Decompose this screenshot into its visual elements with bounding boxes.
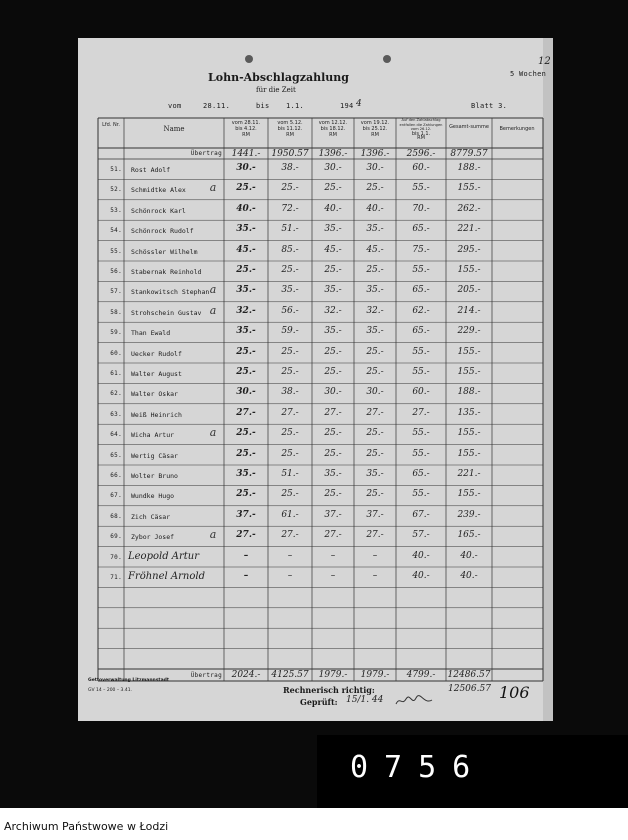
row-value: 25.- — [366, 346, 384, 357]
row-name: Zybor Josef — [131, 533, 175, 542]
row-value: 25.- — [281, 265, 299, 275]
col-sum-header: Gesamt-summe — [449, 124, 489, 130]
bis-label: bis — [256, 102, 270, 110]
carry-value-bottom: 12486.57 — [447, 670, 491, 680]
sheet-title: Lohn-Abschlagzahlung — [208, 71, 349, 84]
row-value: 70.- — [412, 203, 430, 214]
col-p2-header — [268, 120, 312, 138]
row-value: 40.- — [236, 203, 256, 214]
row-value: 165.- — [457, 530, 481, 541]
row-value: 25.- — [324, 367, 342, 377]
row-value: 25.- — [324, 265, 342, 275]
row-value: 155.- — [457, 489, 481, 500]
row-value: 188.- — [457, 163, 481, 173]
row-value: 27.- — [236, 407, 256, 418]
row-value: 25.- — [324, 183, 342, 194]
row-number: 64. — [110, 431, 122, 439]
col-p4-unit: RM — [371, 132, 379, 138]
row-value: 35.- — [236, 224, 256, 235]
carry-value-top: 1396.- — [360, 149, 390, 159]
year-value: 194 — [340, 102, 354, 110]
row-value: 25.- — [281, 448, 299, 459]
row-value: 27.- — [366, 407, 384, 418]
row-value: 35.- — [236, 326, 256, 337]
row-number: 52. — [110, 186, 122, 194]
archive-label: Archiwum Państwowe w Łodzi — [4, 820, 169, 833]
row-value: – — [372, 571, 378, 581]
row-value: 229.- — [457, 326, 481, 337]
row-value: – — [287, 571, 293, 581]
folio-number: 106 — [499, 683, 530, 702]
row-value: 55.- — [412, 367, 430, 377]
sheet-subtitle: für die Zeit — [256, 86, 296, 94]
row-value: 27.- — [236, 530, 256, 541]
row-value: 155.- — [457, 367, 481, 377]
col-p2-from: vom 5.12. — [277, 120, 303, 126]
row-value: 55.- — [412, 265, 430, 275]
row-value: 40.- — [460, 550, 478, 561]
carry-value-bottom: 4799.- — [406, 670, 436, 680]
col-p2-unit: RM — [286, 132, 294, 138]
row-value: 25.- — [236, 448, 256, 459]
row-value: 45.- — [366, 244, 384, 255]
row-value: 30.- — [236, 163, 256, 173]
row-value: 32.- — [366, 305, 384, 316]
year-hand-digit: 4 — [356, 99, 362, 109]
row-number: 54. — [110, 227, 122, 235]
row-value: 65.- — [412, 469, 430, 479]
col-p5-from: Auf den Zahlabschlag entfallen die Zahlungen vom 26.12. — [399, 118, 443, 132]
row-name: Uecker Rudolf — [131, 349, 182, 358]
row-value: 60.- — [412, 163, 430, 173]
row-number: 69. — [110, 533, 122, 541]
row-value: 25.- — [236, 265, 256, 275]
row-value: 25.- — [366, 265, 384, 275]
row-name: Strohschein Gustav — [131, 308, 202, 317]
row-value: 25.- — [281, 346, 299, 357]
row-name: Wundke Hugo — [131, 492, 175, 501]
row-value: 155.- — [457, 265, 481, 275]
carry-value-bottom: 2024.- — [231, 670, 261, 680]
row-value: 40.- — [412, 550, 430, 561]
row-value: 35.- — [366, 285, 384, 296]
row-value: 40.- — [460, 571, 478, 581]
row-value: 155.- — [457, 346, 481, 357]
col-p1-unit: RM — [242, 132, 250, 138]
row-value: 37.- — [236, 509, 256, 520]
row-mark: a — [209, 181, 217, 195]
carry-value-top: 1441.- — [231, 149, 261, 159]
row-value: 30.- — [366, 387, 384, 398]
row-number: 65. — [110, 451, 122, 459]
row-value: 25.- — [281, 367, 299, 377]
row-value: 239.- — [457, 509, 481, 520]
row-value: 25.- — [324, 428, 342, 439]
vom-value: 28.11. — [203, 102, 231, 110]
row-name: Wicha Artur — [131, 431, 175, 440]
row-number: 70. — [110, 553, 122, 561]
row-value: 56.- — [281, 305, 299, 316]
row-mark: a — [209, 303, 217, 317]
row-value: – — [287, 550, 293, 561]
row-value: 40.- — [366, 203, 384, 214]
row-value: 30.- — [324, 163, 342, 173]
carry-value-top: 8779.57 — [450, 149, 488, 159]
row-value: 262.- — [457, 203, 481, 214]
row-name: Than Ewald — [131, 329, 171, 338]
row-value: 25.- — [236, 367, 256, 377]
row-number: 61. — [110, 370, 122, 377]
row-name: Walter August — [131, 370, 182, 378]
row-value: – — [330, 571, 336, 581]
row-number: 60. — [110, 349, 122, 357]
bis-value: 1.1. — [286, 102, 305, 110]
row-name: Rost Adolf — [131, 166, 171, 174]
row-mark: a — [209, 426, 217, 440]
col-p1-to: bis 4.12. — [235, 126, 257, 132]
row-name: Schönrock Karl — [131, 206, 186, 215]
archive-footer — [0, 808, 628, 840]
row-name: Schönrock Rudolf — [131, 227, 194, 236]
row-value: 35.- — [236, 469, 256, 479]
ledger-sheet — [78, 38, 553, 721]
row-value: 155.- — [457, 428, 481, 439]
row-value: 35.- — [324, 224, 342, 235]
col-nr-header: Lfd. Nr. — [102, 122, 120, 128]
carry-value-bottom: 4125.57 — [271, 670, 309, 680]
row-number: 66. — [110, 472, 122, 479]
office-name: Gettoverwaltung Litzmannstadt — [88, 678, 169, 683]
row-name: Walter Oskar — [131, 390, 178, 399]
ledger-grid — [78, 38, 553, 721]
row-value: 35.- — [324, 469, 342, 479]
row-number: 59. — [110, 329, 122, 337]
col-p3-header — [312, 120, 354, 138]
row-value: 65.- — [412, 326, 430, 337]
carry-value-top: 2596.- — [406, 149, 436, 159]
row-value: 188.- — [457, 387, 481, 398]
row-name: Wolter Bruno — [131, 472, 178, 480]
carry-value-bottom: 1979.- — [318, 670, 348, 680]
row-value: 155.- — [457, 448, 481, 459]
row-number: 68. — [110, 512, 122, 520]
row-value: 51.- — [281, 469, 299, 479]
carry-value-top: 1950.57 — [271, 149, 309, 159]
row-value: 37.- — [324, 509, 342, 520]
row-value: – — [372, 550, 378, 561]
col-p4-header — [354, 120, 396, 138]
row-value: 25.- — [281, 428, 299, 439]
col-p5-unit: RM — [417, 135, 425, 142]
carry-value-bottom: 1979.- — [360, 670, 390, 680]
row-value: 135.- — [457, 407, 481, 418]
row-name: Leopold Artur — [128, 550, 200, 562]
row-value: 25.- — [366, 183, 384, 194]
form-number: GV 14 – 200 – 3.41. — [88, 688, 132, 693]
row-value: 155.- — [457, 183, 481, 194]
row-value: 37.- — [366, 509, 384, 520]
row-value: 214.- — [457, 305, 481, 316]
row-value: 25.- — [366, 428, 384, 439]
row-value: 27.- — [281, 530, 299, 541]
row-value: 55.- — [412, 183, 430, 194]
vom-label: vom — [168, 102, 182, 110]
row-name: Schössler Wilhelm — [131, 247, 198, 256]
row-value: 25.- — [281, 183, 299, 194]
row-value: – — [243, 571, 249, 581]
col-p1-from: vom 28.11. — [231, 120, 261, 126]
carry-label-bottom: Übertrag — [190, 672, 222, 679]
row-name: Schmidtke Alex — [131, 186, 186, 195]
row-value: 27.- — [281, 407, 299, 418]
rechnerisch-label: Rechnerisch richtig: — [283, 685, 375, 695]
row-number: 55. — [110, 247, 122, 255]
row-mark: a — [209, 283, 217, 297]
row-value: 35.- — [366, 326, 384, 337]
row-value: 30.- — [236, 387, 256, 398]
row-value: 27.- — [366, 530, 384, 541]
row-value: 38.- — [281, 163, 299, 173]
row-value: 25.- — [236, 428, 256, 439]
row-name: Weiß Heinrich — [131, 410, 182, 419]
row-value: 32.- — [236, 305, 256, 316]
row-value: 221.- — [457, 224, 481, 235]
row-value: 25.- — [236, 346, 256, 357]
row-value: 32.- — [324, 305, 342, 316]
row-value: 25.- — [366, 448, 384, 459]
geprueft-label: Geprüft: — [300, 697, 338, 707]
row-value: 60.- — [412, 387, 430, 398]
row-value: 27.- — [324, 407, 342, 418]
col-p5-header — [396, 118, 446, 141]
row-value: 55.- — [412, 346, 430, 357]
row-number: 71. — [110, 574, 122, 581]
row-value: – — [330, 550, 336, 561]
row-value: 27.- — [412, 407, 430, 418]
row-number: 62. — [110, 390, 122, 398]
row-value: 295.- — [457, 244, 481, 255]
row-value: 67.- — [412, 509, 430, 520]
row-value: 25.- — [366, 489, 384, 500]
col-p4-to: bis 25.12. — [362, 126, 388, 132]
row-value: 40.- — [324, 203, 342, 214]
row-name: Wertig Cäsar — [131, 451, 178, 460]
row-value: 35.- — [366, 224, 384, 235]
blatt-label: Blatt 3. — [471, 102, 508, 110]
signature — [394, 694, 434, 711]
col-p3-to: bis 18.12. — [320, 126, 346, 132]
row-value: 35.- — [366, 469, 384, 479]
col-p1-header — [224, 120, 268, 138]
row-value: 45.- — [236, 244, 256, 255]
row-value: 75.- — [412, 244, 430, 255]
row-value: 25.- — [324, 489, 342, 500]
row-value: 35.- — [324, 285, 342, 296]
row-mark: a — [209, 528, 217, 542]
carry-label-top: Übertrag — [190, 150, 222, 157]
row-value: 38.- — [281, 387, 299, 398]
weeks-label: 5 Wochen — [510, 70, 547, 78]
grand-total: 12506.57 — [448, 684, 491, 694]
row-value: 25.- — [281, 489, 299, 500]
col-p4-from: vom 19.12. — [360, 120, 390, 126]
row-value: 25.- — [324, 346, 342, 357]
page-hand-number: 12 — [538, 56, 551, 67]
row-value: 25.- — [324, 448, 342, 459]
row-number: 57. — [110, 288, 122, 296]
row-value: 45.- — [324, 244, 342, 255]
row-value: 85.- — [281, 244, 299, 255]
row-value: 59.- — [281, 326, 299, 337]
row-value: 35.- — [324, 326, 342, 337]
row-value: 61.- — [281, 509, 299, 520]
row-number: 53. — [110, 206, 122, 214]
row-value: 57.- — [412, 530, 430, 541]
row-value: 62.- — [412, 305, 430, 316]
col-p5-to: bis 1.1. — [411, 130, 431, 137]
geprueft-date: 15/1. 44 — [346, 695, 384, 705]
row-value: 205.- — [457, 285, 481, 296]
row-name: Zich Cäsar — [131, 512, 171, 521]
col-p3-unit: RM — [329, 132, 337, 138]
row-name: Stabernak Reinhold — [131, 268, 202, 276]
row-number: 56. — [110, 268, 122, 275]
row-value: 35.- — [281, 285, 299, 296]
row-value: 25.- — [236, 183, 256, 194]
col-remarks-header: Bemerkungen — [499, 126, 535, 132]
row-value: 65.- — [412, 224, 430, 235]
row-number: 67. — [110, 492, 122, 500]
row-name: Fröhnel Arnold — [128, 571, 205, 582]
row-value: 25.- — [366, 367, 384, 377]
col-p2-to: bis 11.12. — [277, 126, 303, 132]
row-value: 72.- — [281, 203, 299, 214]
row-value: – — [243, 550, 249, 561]
row-value: 221.- — [457, 469, 481, 479]
row-value: 55.- — [412, 448, 430, 459]
row-value: 40.- — [412, 571, 430, 581]
row-value: 30.- — [366, 163, 384, 173]
row-value: 65.- — [412, 285, 430, 296]
signature-scribble — [394, 694, 434, 708]
row-number: 58. — [110, 308, 122, 316]
row-value: 25.- — [236, 489, 256, 500]
row-value: 55.- — [412, 489, 430, 500]
col-name-header: Name — [163, 125, 185, 133]
row-value: 35.- — [236, 285, 256, 296]
row-value: 51.- — [281, 224, 299, 235]
col-p3-from: vom 12.12. — [318, 120, 348, 126]
row-value: 27.- — [324, 530, 342, 541]
row-number: 51. — [110, 166, 122, 173]
archive-stamp-number: 0756 — [350, 750, 487, 785]
row-value: 30.- — [324, 387, 342, 398]
carry-value-top: 1396.- — [318, 149, 348, 159]
row-name: Stankowitsch Stephan — [131, 288, 210, 297]
row-number: 63. — [110, 410, 122, 418]
row-value: 55.- — [412, 428, 430, 439]
